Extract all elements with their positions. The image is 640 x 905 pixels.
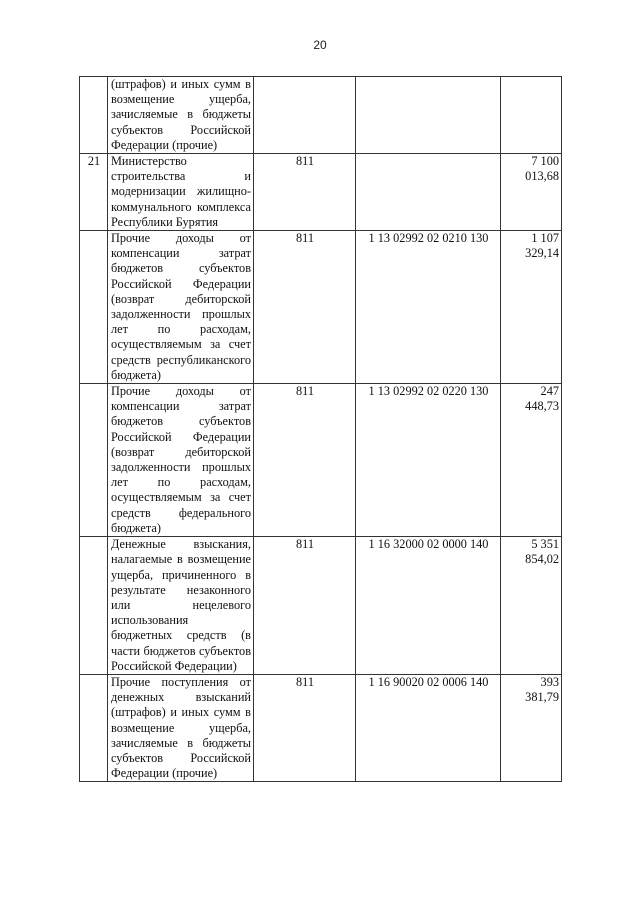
row-number-cell: 21 bbox=[80, 154, 108, 231]
admin-code-cell: 811 bbox=[254, 231, 356, 384]
revenue-name-cell bbox=[108, 231, 254, 384]
revenue-name-text: Прочие доходы от компенсации затрат бюджетов субъектов Российской Федерации (возврат дебиторской задолженности прошлых лет по расходам, осуществляемым за счет средств федерального бюджета) bbox=[111, 384, 251, 535]
row-number-cell bbox=[80, 77, 108, 154]
table-row bbox=[80, 231, 562, 384]
amount-line1: 1 107 bbox=[531, 231, 559, 246]
revenue-name-text: Министерство строительства и модернизации жилищно-коммунального комплекса Республики Бурятия bbox=[111, 154, 251, 229]
row-number-cell bbox=[80, 674, 108, 781]
amount-cell bbox=[501, 384, 562, 537]
admin-code-cell: 811 bbox=[254, 384, 356, 537]
revenue-name-cell bbox=[108, 537, 254, 675]
amount-cell bbox=[501, 154, 562, 231]
page-number: 20 bbox=[313, 38, 327, 52]
admin-code-cell: 811 bbox=[254, 537, 356, 675]
amount-cell bbox=[501, 674, 562, 781]
amount-line2: 448,73 bbox=[525, 399, 559, 414]
row-number-cell bbox=[80, 384, 108, 537]
revenue-table bbox=[79, 76, 562, 782]
row-number-cell bbox=[80, 537, 108, 675]
amount-line1: 5 351 bbox=[531, 537, 559, 552]
budget-code-cell: 1 13 02992 02 0210 130 bbox=[356, 231, 501, 384]
revenue-name-text: (штрафов) и иных сумм в возмещение ущерба, зачисляемые в бюджеты субъектов Российской Федерации (прочие) bbox=[111, 77, 251, 152]
budget-code-cell: 1 16 32000 02 0000 140 bbox=[356, 537, 501, 675]
admin-code-cell: 811 bbox=[254, 154, 356, 231]
revenue-name-cell bbox=[108, 77, 254, 154]
budget-code-cell bbox=[356, 77, 501, 154]
table-row bbox=[80, 537, 562, 675]
revenue-name-cell bbox=[108, 384, 254, 537]
table-row bbox=[80, 77, 562, 154]
amount-cell bbox=[501, 77, 562, 154]
amount-line2: 854,02 bbox=[525, 552, 559, 567]
budget-code-cell: 1 13 02992 02 0220 130 bbox=[356, 384, 501, 537]
amount-line2: 381,79 bbox=[525, 690, 559, 705]
row-number-cell bbox=[80, 231, 108, 384]
amount-line2: 329,14 bbox=[525, 246, 559, 261]
revenue-name-cell bbox=[108, 674, 254, 781]
budget-code-cell: 1 16 90020 02 0006 140 bbox=[356, 674, 501, 781]
revenue-name-text: Денежные взыскания, налагаемые в возмещение ущерба, причиненного в результате незаконного или нецелевого использования бюджетных средств (в части бюджетов субъектов Российской Федерации) bbox=[111, 537, 251, 673]
admin-code-cell bbox=[254, 77, 356, 154]
budget-code-cell bbox=[356, 154, 501, 231]
admin-code-cell: 811 bbox=[254, 674, 356, 781]
revenue-name-text: Прочие доходы от компенсации затрат бюджетов субъектов Российской Федерации (возврат дебиторской задолженности прошлых лет по расходам, осуществляемым за счет средств республиканского бюджета) bbox=[111, 231, 251, 382]
revenue-name-text: Прочие поступления от денежных взысканий (штрафов) и иных сумм в возмещение ущерба, зачисляемые в бюджеты субъектов Российской Федерации (прочие) bbox=[111, 674, 251, 781]
table-row bbox=[80, 154, 562, 231]
amount-line2: 013,68 bbox=[525, 169, 559, 184]
table-row bbox=[80, 674, 562, 781]
revenue-name-cell bbox=[108, 154, 254, 231]
amount-cell bbox=[501, 537, 562, 675]
amount-line1: 7 100 bbox=[531, 154, 559, 169]
table-row bbox=[80, 384, 562, 537]
amount-cell bbox=[501, 231, 562, 384]
amount-line1: 393 bbox=[540, 674, 559, 689]
amount-line1: 247 bbox=[540, 384, 559, 399]
